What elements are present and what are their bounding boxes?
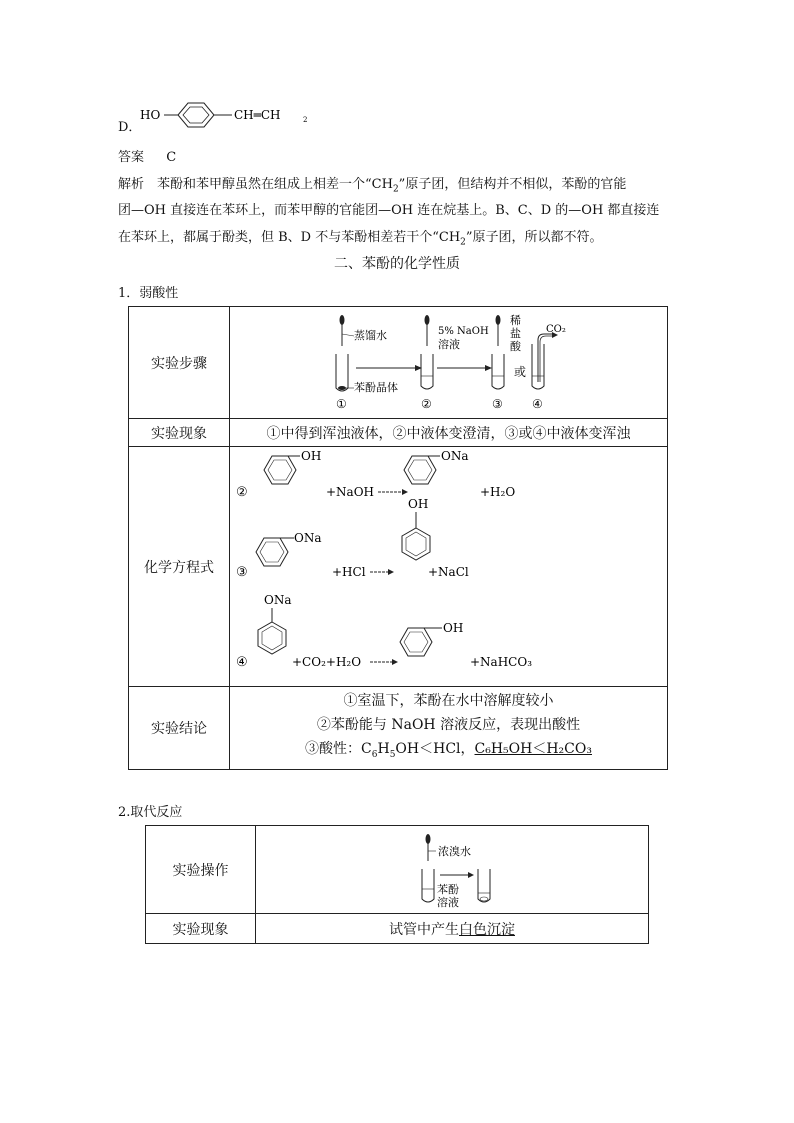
precipitate-tube [478,869,490,902]
eq3-num: ③ [236,564,248,580]
tube-1 [336,315,354,391]
equation-4 [236,593,532,670]
eq2-reagent: +NaOH [326,484,375,499]
eq2-ona: ONa [441,448,469,463]
num-2: ② [421,396,432,411]
answer-label: 答案 [118,150,145,165]
equation-2 [236,449,515,500]
num-3: ③ [492,396,503,411]
row-label-equations: 化学方程式 [129,447,230,687]
water-label: 蒸馏水 [354,328,387,342]
bromine-tube [422,834,436,902]
tube-3 [492,315,504,389]
row-label-operation: 实验操作 [146,826,256,914]
naoh-label-1: 5% NaOH [438,325,489,337]
substitution-apparatus [256,827,648,913]
operation-apparatus-cell [256,826,649,914]
eq2-oh: OH [301,448,322,463]
option-d-structure [138,100,338,134]
eq3-reagent: +HCl [332,564,366,579]
conclusion-2: ②苯酚能与 NaOH 溶液反应，表现出酸性 [316,717,581,734]
hcl-label-1: 稀 [510,313,521,327]
part2-title: 2.取代反应 [118,805,183,820]
option-d [118,100,338,136]
tube-2 [421,315,433,389]
answer-line [118,146,176,165]
eq4-oh: OH [443,620,464,635]
bromine-label: 浓溴水 [438,844,471,858]
eq4-product: +NaHCO₃ [470,654,533,669]
acidity-table [128,306,668,770]
conclusion-1: ①室温下，苯酚在水中溶解度较小 [343,693,554,710]
eq2-num: ② [236,484,248,500]
tube-4 [532,332,558,389]
vinyl-label: CH═CH [234,108,281,122]
num-1: ① [336,396,347,411]
substitution-table [145,825,649,944]
vinyl-sub: 2 [303,116,308,124]
phenomena-cell: ①中得到浑浊液体，②中液体变澄清，③或④中液体变浑浊 [230,419,668,447]
or-label: 或 [514,364,527,379]
conclusion-3: ③酸性：$C_6H_5OH<HCl$，C₆H₅OH＜H₂CO₃ [305,741,592,760]
eq4-num: ④ [236,654,248,670]
conclusion-3-underline: C₆H₅OH＜H₂CO₃ [474,741,592,758]
eq4-ona: ONa [264,592,292,607]
row-label-conclusion: 实验结论 [129,687,230,770]
row-label-steps: 实验步骤 [129,307,230,419]
num-4: ④ [532,396,543,411]
naoh-label-2: 溶液 [438,337,460,351]
answer-value: C [166,150,177,165]
acidity-apparatus [230,308,667,418]
section-title: 二、苯酚的化学性质 [334,256,460,272]
steps-apparatus-cell [230,307,668,419]
hcl-label-3: 酸 [510,339,521,353]
eq2-product: +H₂O [480,484,516,499]
hcl-label-2: 盐 [510,326,521,340]
co2-label: CO₂ [546,323,566,335]
eq3-product: +NaCl [428,564,469,579]
equations-cell [230,447,668,687]
eq3-oh: OH [408,496,429,511]
crystal-label: 苯酚晶体 [354,380,398,394]
phenomena-2-cell: 试管中产生白色沉淀 [256,914,649,944]
option-d-label: D． [118,120,142,135]
row-label-phenomena-2: 实验现象 [146,914,256,944]
analysis-line-3: 在苯环上，都属于酚类，但 B、D 不与苯酚相差若干个“$CH_2$”原子团，所以都不符。 [118,230,603,248]
eq4-reagent: +CO₂+H₂O [292,654,362,669]
equations-svg [230,448,667,686]
phenol-label-1: 苯酚 [437,882,459,896]
part1-title: 1．弱酸性 [118,286,179,301]
equation-3 [236,497,469,580]
phenol-label-2: 溶液 [437,895,459,909]
analysis-line-1: 解析 苯酚和苯甲醇虽然在组成上相差一个“$CH_2$”原子团，但结构并不相似，苯酚的官能 [118,177,627,195]
ho-label: HO [140,108,161,122]
row-label-phenomena: 实验现象 [129,419,230,447]
white-precipitate: 白色沉淀 [459,921,515,938]
conclusion-cell [230,687,668,770]
eq3-ona: ONa [294,530,322,545]
analysis-line-2: 团—OH 直接连在苯环上，而苯甲醇的官能团—OH 连在烷基上。B、C、D 的—OH 都直接连 [118,203,660,218]
